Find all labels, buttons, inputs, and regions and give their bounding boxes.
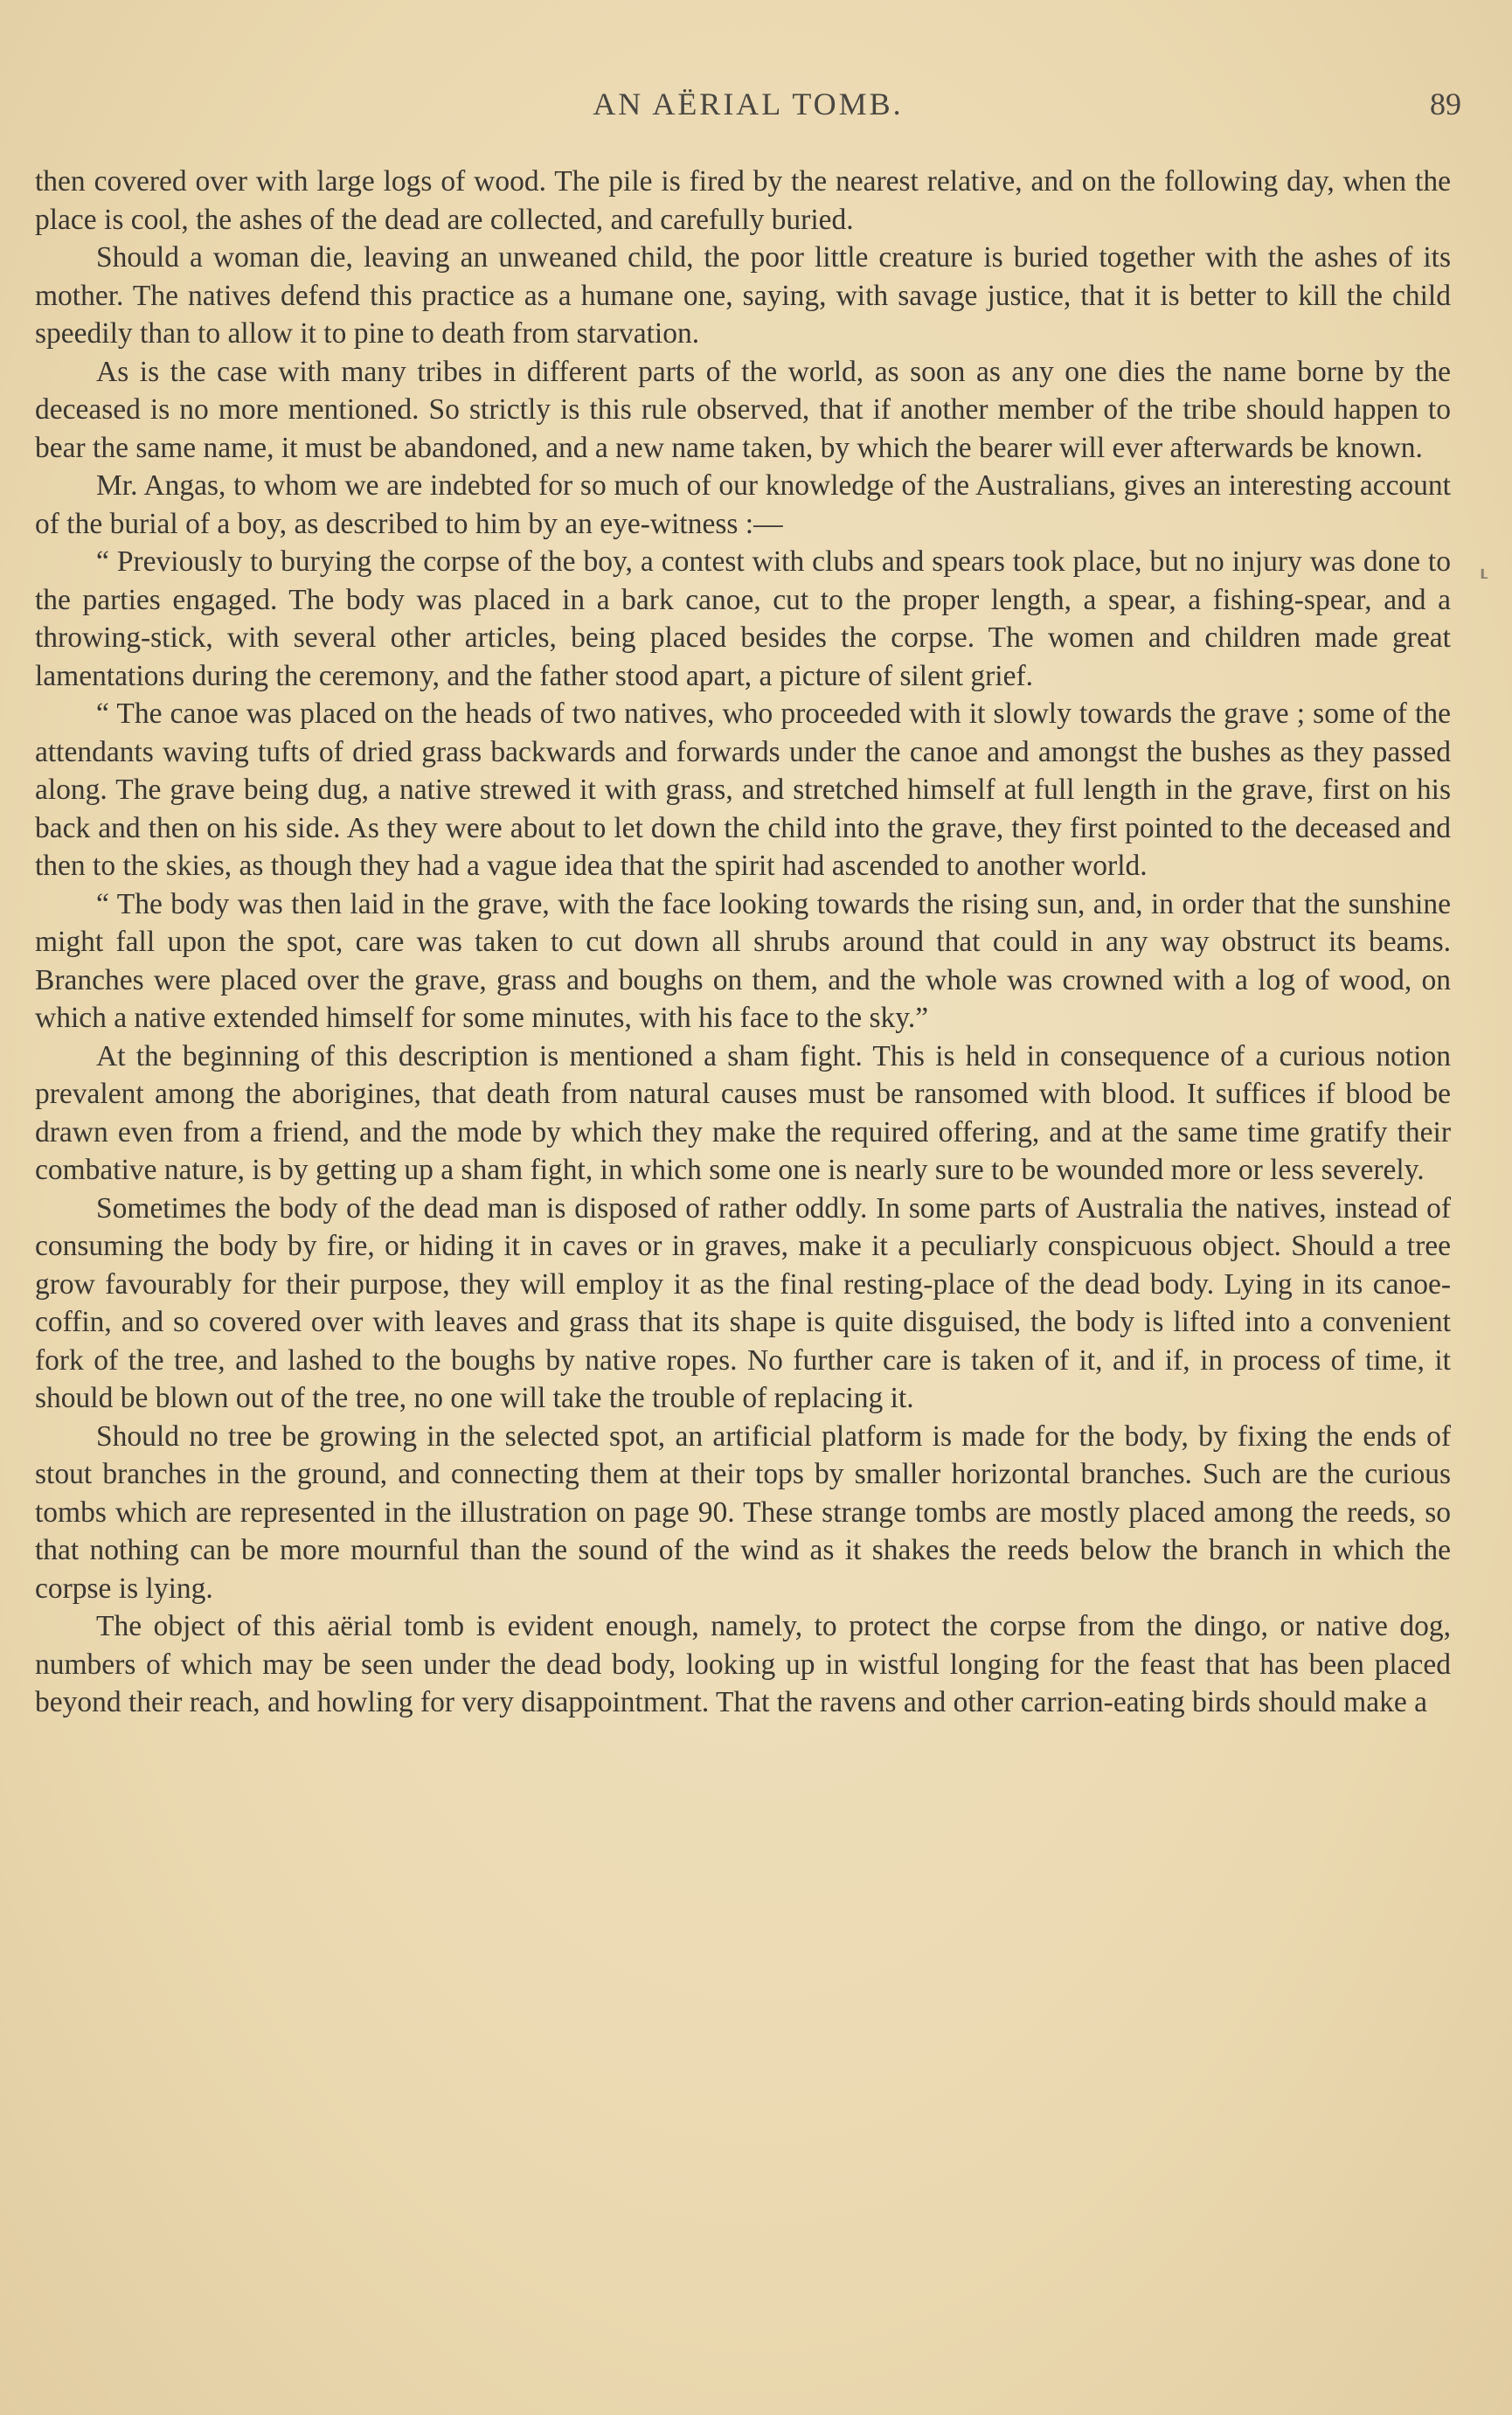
paragraph: Sometimes the body of the dead man is disposed of rather oddly. In some parts of Australia the natives, instead of consuming the body by fire, or hiding it in caves or in graves, make it a peculiarly conspicuous object. Should a tree grow favourably for their purpose, they will employ it as the final resting-place of the dead body. Lying in its canoe-coffin, and so covered over with leaves and grass that its shape is quite disguised, the body is lifted into a convenient fork of the tree, and lashed to the boughs by native ropes. No further care is taken of it, and if, in process of time, it should be blown out of the tree, no one will take the trouble of replacing it.	[35, 1191, 1451, 1414]
paragraph: then covered over with large logs of wood. The pile is fired by the nearest relative, and on the following day, when the place is cool, the ashes of the dead are collected, and carefully buried.	[35, 165, 1451, 236]
paragraph: Should no tree be growing in the selected spot, an artificial platform is made for the body, by fixing the ends of stout branches in the ground, and connecting them at their tops by smaller horizontal branches. Such are the curious tombs which are represented in the illustration on page 90. These strange tombs are mostly placed among the reeds, so that nothing can be more mournful than the sound of the wind as it shakes the reeds below the branch in which the corpse is lying.	[35, 1419, 1451, 1605]
paragraph: At the beginning of this description is mentioned a sham fight. This is held in consequence of a curious notion prevalent among the aborigines, that death from natural causes must be ransomed with blood. It suffices if blood be drawn even from a friend, and the mode by which they make the required offering, and at the same time gratify their combative nature, is by getting up a sham fight, in which some one is nearly sure to be wounded more or less severely.	[35, 1039, 1451, 1186]
paragraph: The object of this aërial tomb is evident enough, namely, to protect the corpse from the dingo, or native dog, numbers of which may be seen under the dead body, looking up in wistful longing for the feast that has been placed beyond their reach, and howling for very disappointment. That the ravens and other carrion-eating birds should make a	[35, 1610, 1451, 1718]
paragraph: As is the case with many tribes in different parts of the world, as soon as any one dies the name borne by the deceased is no more mentioned. So strictly is this rule observed, that if another member of the tribe should happen to bear the same name, it must be abandoned, and a new name taken, by which the bearer will ever afterwards be known.	[35, 355, 1451, 464]
body-text	[35, 163, 1451, 1722]
paragraph: Mr. Angas, to whom we are indebted for so much of our knowledge of the Australians, gives an interesting account of the burial of a boy, as described to him by an eye-witness :—	[35, 469, 1451, 540]
quoted-paragraph: “ The body was then laid in the grave, with the face looking towards the rising sun, and, in order that the sunshine might fall upon the spot, care was taken to cut down all shrubs around that could in any way obstruct its beams. Branches were placed over the grave, grass and boughs on them, and the whole was crowned with a log of wood, on which a native extended himself for some minutes, with his face to the sky.”	[35, 887, 1451, 1034]
margin-mark-icon: ⸤	[1479, 550, 1490, 581]
quoted-paragraph: “ Previously to burying the corpse of the boy, a contest with clubs and spears took place, but no injury was done to the parties engaged. The body was placed in a bark canoe, cut to the proper length, a spear, a fishing-spear, and a throwing-stick, with several other articles, being placed besides the corpse. The women and children made great lamentations during the ceremony, and the father stood apart, a picture of silent grief.	[35, 545, 1451, 692]
quoted-paragraph: “ The canoe was placed on the heads of two natives, who proceeded with it slowly towards the grave ; some of the attendants waving tufts of dried grass backwards and forwards under the canoe and amongst the bushes as they passed along. The grave being dug, a native strewed it with grass, and stretched himself at full length in the grave, first on his back and then on his side. As they were about to let down the child into the grave, they first pointed to the deceased and then to the skies, as though they had a vague idea that the spirit had ascended to another world.	[35, 697, 1451, 882]
running-title: AN AËRIAL TOMB.	[593, 87, 904, 121]
page-header	[35, 86, 1461, 129]
page-number: 89	[1430, 87, 1461, 121]
paragraph: Should a woman die, leaving an unweaned child, the poor little creature is buried together with the ashes of its mother. The natives defend this practice as a humane one, saying, with savage justice, that it is better to kill the child speedily than to allow it to pine to death from starvation.	[35, 241, 1451, 350]
